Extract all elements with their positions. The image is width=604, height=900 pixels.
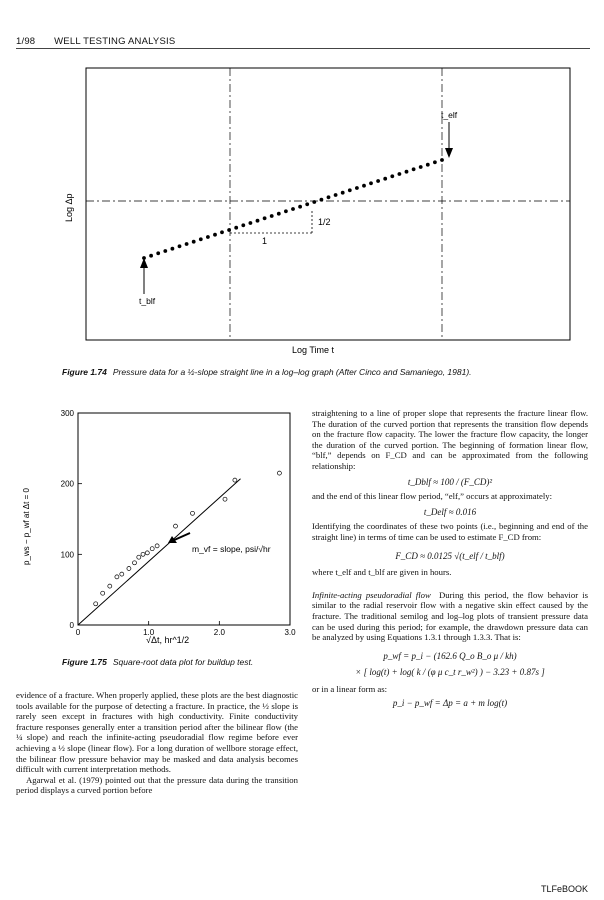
data-point: [291, 207, 295, 211]
data-point: [433, 160, 437, 164]
data-point: [284, 209, 288, 213]
figure-1-75-number: Figure 1.75: [62, 657, 107, 667]
equation-t-dblf: t_Dblf ≈ 100 / (F_CD)²: [407, 476, 493, 487]
data-point: [398, 172, 402, 176]
right-paragraph-6: or in a linear form as:: [312, 683, 388, 694]
data-point: [348, 188, 352, 192]
y-axis-label: Log Δp: [64, 193, 74, 222]
data-point: [192, 240, 196, 244]
right-paragraph-5: [312, 590, 588, 643]
scatter-point: [155, 544, 159, 548]
figure-1-74-chart: [60, 62, 580, 362]
scatter-point: [174, 524, 178, 528]
figure-1-74-caption-text: Pressure data for a ½-slope straight line in a log–log graph (After Cinco and Samaniego, 1981).: [112, 367, 472, 377]
right-paragraph-1: straightening to a line of proper slope that represents the fracture linear flow. The duration of the curved portion that represents the transition flow depends on the fracture flow capacity. The lower the fracture flow capacity, the longer the duration of the curved portion. The beginning of formation linear flow, “blf,” depends on F_CD and can be approximated from the following relationship:: [312, 408, 588, 471]
scatter-point: [145, 551, 149, 555]
y-tick-label: 0: [69, 621, 74, 630]
plot-frame: [86, 68, 570, 340]
data-point: [405, 170, 409, 174]
data-point: [362, 184, 366, 188]
data-point: [277, 212, 281, 216]
left-paragraph-2: Agarwal et al. (1979) pointed out that the pressure data during the transition period displays a curved portion before: [16, 774, 298, 796]
data-point: [241, 223, 245, 227]
section-heading-pseudoradial: Infinite-acting pseudoradial flow: [312, 589, 431, 600]
slope-run-label: 1: [262, 236, 268, 246]
data-point: [419, 165, 423, 169]
equation-linear-form: p_i − p_wf = Δp = a + m log(t): [392, 698, 508, 709]
figure-1-75-caption: [62, 657, 302, 667]
data-point: [334, 193, 338, 197]
slope-rise-label: 1/2: [318, 217, 331, 227]
book-title: WELL TESTING ANALYSIS: [54, 36, 176, 47]
data-point: [369, 181, 373, 185]
data-point: [327, 195, 331, 199]
data-point: [185, 242, 189, 246]
equation-pwf-line2: × [ log(t) + log( k / (φ μ c_t r_w²) ) − 3.23 + 0.87s ]: [355, 667, 545, 678]
equation-t-delf: t_Delf ≈ 0.016: [423, 506, 477, 517]
data-point: [249, 221, 253, 225]
x-axis-label-2: √Δt, hr^1/2: [146, 635, 190, 645]
figure-1-75-caption-text: Square-root data plot for buildup test.: [112, 657, 254, 667]
right-paragraph-2: and the end of this linear flow period, “elf,” occurs at approximately:: [312, 491, 553, 502]
header-rule: [16, 48, 590, 49]
scatter-point: [127, 567, 131, 571]
data-point: [355, 186, 359, 190]
data-point: [149, 254, 153, 258]
data-point: [298, 205, 302, 209]
right-column: [312, 408, 588, 709]
scatter-point: [108, 584, 112, 588]
footer-mark: TLFeBOOK: [540, 884, 588, 894]
scatter-point: [137, 555, 141, 559]
scatter-point: [120, 572, 124, 576]
scatter-point: [233, 478, 237, 482]
y-tick-label: 100: [60, 550, 74, 560]
y-tick-label: 300: [60, 409, 74, 418]
data-point: [227, 228, 231, 232]
data-point: [412, 167, 416, 171]
scatter-point: [115, 575, 119, 579]
scatter-point: [101, 591, 105, 595]
y-axis-label-2: p_ws − p_wf at Δt = 0: [22, 488, 31, 565]
running-header: [16, 36, 175, 47]
x-tick-label: 3.0: [284, 628, 296, 637]
data-point: [178, 244, 182, 248]
x-tick-label: 2.0: [213, 628, 225, 637]
label-t-blf: t_blf: [139, 296, 156, 306]
scatter-point: [277, 471, 281, 475]
left-column: [16, 690, 298, 796]
data-point: [256, 219, 260, 223]
data-point: [320, 198, 324, 202]
data-point: [376, 179, 380, 183]
x-tick-label: 1.0: [143, 628, 155, 637]
data-point: [390, 174, 394, 178]
scatter-point: [94, 602, 98, 606]
data-point: [383, 177, 387, 181]
scatter-point: [223, 497, 227, 501]
data-point: [213, 233, 217, 237]
figure-1-75-chart: [16, 405, 306, 645]
right-paragraph-5-text: During this period, the flow behavior is similar to the radial reservoir flow with a negative skin effect caused by the fracture. The traditional semilog and log–log plots of transient pressure data can be used during this period; for example, the drawdown pressure data can be analyzed by using Equations 1.3.1 through 1.3.3. That is:: [312, 589, 589, 643]
left-paragraph-1: evidence of a fracture. When properly applied, these plots are the best diagnostic tools available for the purpose of detecting a fracture. In practice, the ½ slope is rarely seen except in fractures with high conductivity. Finite conductivity fracture responses generally enter a transition period after the bilinear flow (the ¼ slope) and reach the infinite-acting pseudoradial flow regime before ever achieving a ½ slope (linear flow). For a long duration of wellbore storage effect, the bilinear flow pressure behavior may be masked and data analysis becomes difficult with current interpretation methods.: [16, 690, 298, 775]
right-paragraph-3: Identifying the coordinates of these two points (i.e., beginning and end of the straight line) in terms of time can be used to estimate F_CD from:: [312, 521, 588, 542]
x-tick-label: 0: [75, 628, 81, 637]
data-point: [163, 249, 167, 253]
data-point: [312, 200, 316, 204]
plot-frame-2: [78, 413, 290, 625]
figure-1-74-number: Figure 1.74: [62, 367, 107, 377]
data-point: [440, 158, 444, 162]
data-point: [234, 226, 238, 230]
data-points: [142, 158, 444, 260]
data-point: [305, 202, 309, 206]
x-axis-label: Log Time t: [292, 345, 335, 355]
label-t-elf: t_elf: [441, 110, 458, 120]
data-point: [270, 214, 274, 218]
arrow-blf-head: [140, 258, 148, 268]
data-point: [199, 237, 203, 241]
data-point: [220, 230, 224, 234]
data-point: [156, 251, 160, 255]
scatter-point: [191, 511, 195, 515]
scatter-point: [133, 561, 137, 565]
equation-fcd: F_CD ≈ 0.0125 √(t_elf / t_blf): [395, 550, 505, 561]
scatter-point: [141, 552, 145, 556]
data-point: [341, 191, 345, 195]
data-point: [171, 247, 175, 251]
data-point: [206, 235, 210, 239]
equation-pwf-line1: p_wf = p_i − (162.6 Q_o B_o μ / kh): [383, 650, 517, 661]
data-point: [263, 216, 267, 220]
figure-1-74-caption: [62, 367, 602, 377]
arrow-elf-head: [445, 148, 453, 158]
data-point: [426, 163, 430, 167]
slope-annotation: m_vf = slope, psi/√hr: [192, 544, 271, 554]
scatter-point: [150, 547, 154, 551]
page-number: 1/98: [16, 36, 36, 47]
y-tick-label: 200: [60, 479, 74, 489]
right-paragraph-4: where t_elf and t_blf are given in hours.: [312, 567, 452, 578]
